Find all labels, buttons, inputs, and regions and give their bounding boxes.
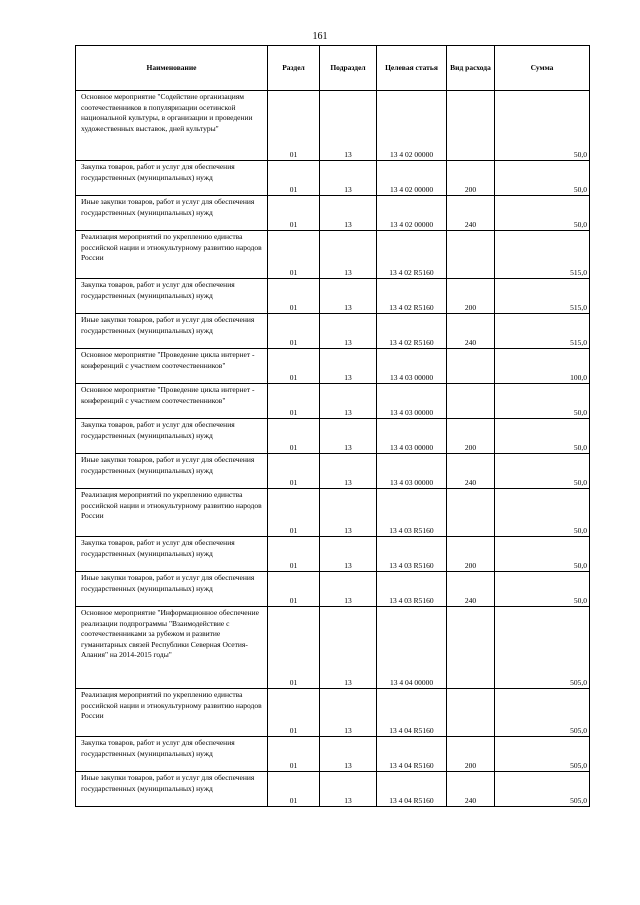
row-section: 01 xyxy=(268,196,320,231)
row-section: 01 xyxy=(268,689,320,737)
row-type xyxy=(447,349,495,384)
row-subsection: 13 xyxy=(320,489,377,537)
row-name: Закупка товаров, работ и услуг для обеспечения государственных (муниципальных) нужд xyxy=(76,279,268,314)
row-section: 01 xyxy=(268,572,320,607)
row-sum: 50,0 xyxy=(495,489,590,537)
row-sum: 505,0 xyxy=(495,689,590,737)
row-sum: 50,0 xyxy=(495,196,590,231)
header-target: Целевая статья xyxy=(377,46,447,91)
row-subsection: 13 xyxy=(320,314,377,349)
row-name: Закупка товаров, работ и услуг для обеспечения государственных (муниципальных) нужд xyxy=(76,419,268,454)
row-type: 200 xyxy=(447,161,495,196)
row-type: 200 xyxy=(447,419,495,454)
row-target: 13 4 02 R5160 xyxy=(377,314,447,349)
row-section: 01 xyxy=(268,279,320,314)
row-name: Закупка товаров, работ и услуг для обеспечения государственных (муниципальных) нужд xyxy=(76,737,268,772)
row-type xyxy=(447,384,495,419)
table-row xyxy=(76,384,590,419)
row-type: 240 xyxy=(447,772,495,807)
row-sum: 50,0 xyxy=(495,572,590,607)
row-subsection: 13 xyxy=(320,772,377,807)
row-name: Иные закупки товаров, работ и услуг для обеспечения государственных (муниципальных) нужд xyxy=(76,314,268,349)
row-section: 01 xyxy=(268,231,320,279)
row-subsection: 13 xyxy=(320,454,377,489)
table-row xyxy=(76,314,590,349)
row-sum: 505,0 xyxy=(495,607,590,689)
row-section: 01 xyxy=(268,454,320,489)
row-sum: 100,0 xyxy=(495,349,590,384)
row-subsection: 13 xyxy=(320,91,377,161)
row-name: Основное мероприятие "Информационное обеспечение реализации подпрограммы "Взаимодействие с соотечественниками за рубежом и развитие гуманитарных связей Республики Северная Осетия-Алания" на 2014-2015 годы" xyxy=(76,607,268,689)
row-sum: 515,0 xyxy=(495,231,590,279)
row-subsection: 13 xyxy=(320,607,377,689)
row-sum: 50,0 xyxy=(495,419,590,454)
row-name: Иные закупки товаров, работ и услуг для обеспечения государственных (муниципальных) нужд xyxy=(76,454,268,489)
row-name: Реализация мероприятий по укреплению единства российской нации и этнокультурному развитию народов России xyxy=(76,489,268,537)
row-name: Основное мероприятие "Содействие организациям соотечественников в популяризации осетинской национальной культуры, в организации и проведении художественных выставок, дней культуры" xyxy=(76,91,268,161)
table-row xyxy=(76,419,590,454)
row-section: 01 xyxy=(268,91,320,161)
header-subsection: Подраздел xyxy=(320,46,377,91)
row-target: 13 4 04 R5160 xyxy=(377,772,447,807)
row-sum: 50,0 xyxy=(495,454,590,489)
row-type: 240 xyxy=(447,572,495,607)
row-sum: 515,0 xyxy=(495,314,590,349)
row-section: 01 xyxy=(268,772,320,807)
row-type: 240 xyxy=(447,314,495,349)
row-sum: 50,0 xyxy=(495,537,590,572)
row-target: 13 4 04 R5160 xyxy=(377,737,447,772)
row-type xyxy=(447,607,495,689)
table-row xyxy=(76,537,590,572)
row-name: Реализация мероприятий по укреплению единства российской нации и этнокультурному развитию народов России xyxy=(76,231,268,279)
row-name: Основное мероприятие "Проведение цикла интернет - конференций с участием соотечественников" xyxy=(76,384,268,419)
row-section: 01 xyxy=(268,737,320,772)
header-type: Вид расхода xyxy=(447,46,495,91)
row-section: 01 xyxy=(268,314,320,349)
table-row xyxy=(76,161,590,196)
row-subsection: 13 xyxy=(320,349,377,384)
row-target: 13 4 02 00000 xyxy=(377,161,447,196)
row-target: 13 4 02 R5160 xyxy=(377,231,447,279)
row-target: 13 4 03 R5160 xyxy=(377,489,447,537)
table-row xyxy=(76,689,590,737)
row-name: Иные закупки товаров, работ и услуг для обеспечения государственных (муниципальных) нужд xyxy=(76,196,268,231)
table-row xyxy=(76,737,590,772)
table-row xyxy=(76,772,590,807)
row-sum: 50,0 xyxy=(495,384,590,419)
row-subsection: 13 xyxy=(320,384,377,419)
row-subsection: 13 xyxy=(320,737,377,772)
table-row xyxy=(76,607,590,689)
row-section: 01 xyxy=(268,537,320,572)
row-section: 01 xyxy=(268,384,320,419)
row-subsection: 13 xyxy=(320,419,377,454)
row-type: 240 xyxy=(447,454,495,489)
budget-table xyxy=(75,45,590,807)
row-target: 13 4 02 00000 xyxy=(377,91,447,161)
row-section: 01 xyxy=(268,607,320,689)
row-target: 13 4 03 00000 xyxy=(377,349,447,384)
header-name: Наименование xyxy=(76,46,268,91)
row-target: 13 4 03 00000 xyxy=(377,454,447,489)
row-sum: 50,0 xyxy=(495,161,590,196)
row-subsection: 13 xyxy=(320,279,377,314)
table-row xyxy=(76,572,590,607)
row-subsection: 13 xyxy=(320,231,377,279)
row-name: Закупка товаров, работ и услуг для обеспечения государственных (муниципальных) нужд xyxy=(76,537,268,572)
row-type: 200 xyxy=(447,279,495,314)
row-target: 13 4 03 R5160 xyxy=(377,572,447,607)
row-name: Закупка товаров, работ и услуг для обеспечения государственных (муниципальных) нужд xyxy=(76,161,268,196)
table-row xyxy=(76,349,590,384)
row-sum: 515,0 xyxy=(495,279,590,314)
row-type: 240 xyxy=(447,196,495,231)
row-section: 01 xyxy=(268,489,320,537)
table-row xyxy=(76,231,590,279)
table-row xyxy=(76,489,590,537)
row-name: Иные закупки товаров, работ и услуг для обеспечения государственных (муниципальных) нужд xyxy=(76,572,268,607)
row-type xyxy=(447,489,495,537)
row-sum: 505,0 xyxy=(495,772,590,807)
table-row xyxy=(76,91,590,161)
table-header-row xyxy=(76,46,590,91)
row-target: 13 4 02 R5160 xyxy=(377,279,447,314)
row-target: 13 4 03 00000 xyxy=(377,384,447,419)
row-name: Иные закупки товаров, работ и услуг для обеспечения государственных (муниципальных) нужд xyxy=(76,772,268,807)
row-target: 13 4 02 00000 xyxy=(377,196,447,231)
row-subsection: 13 xyxy=(320,196,377,231)
row-target: 13 4 03 R5160 xyxy=(377,537,447,572)
row-sum: 50,0 xyxy=(495,91,590,161)
row-target: 13 4 04 00000 xyxy=(377,607,447,689)
header-section: Раздел xyxy=(268,46,320,91)
row-sum: 505,0 xyxy=(495,737,590,772)
row-section: 01 xyxy=(268,161,320,196)
row-type xyxy=(447,91,495,161)
row-type xyxy=(447,231,495,279)
table-row xyxy=(76,454,590,489)
row-target: 13 4 03 00000 xyxy=(377,419,447,454)
row-name: Реализация мероприятий по укреплению единства российской нации и этнокультурному развитию народов России xyxy=(76,689,268,737)
table-row xyxy=(76,279,590,314)
row-type: 200 xyxy=(447,537,495,572)
row-type: 200 xyxy=(447,737,495,772)
row-target: 13 4 04 R5160 xyxy=(377,689,447,737)
table-row xyxy=(76,196,590,231)
row-type xyxy=(447,689,495,737)
row-subsection: 13 xyxy=(320,572,377,607)
row-name: Основное мероприятие "Проведение цикла интернет - конференций с участием соотечественников" xyxy=(76,349,268,384)
row-subsection: 13 xyxy=(320,537,377,572)
header-sum: Сумма xyxy=(495,46,590,91)
page-number: 161 xyxy=(312,31,328,42)
row-section: 01 xyxy=(268,349,320,384)
row-subsection: 13 xyxy=(320,689,377,737)
row-subsection: 13 xyxy=(320,161,377,196)
row-section: 01 xyxy=(268,419,320,454)
